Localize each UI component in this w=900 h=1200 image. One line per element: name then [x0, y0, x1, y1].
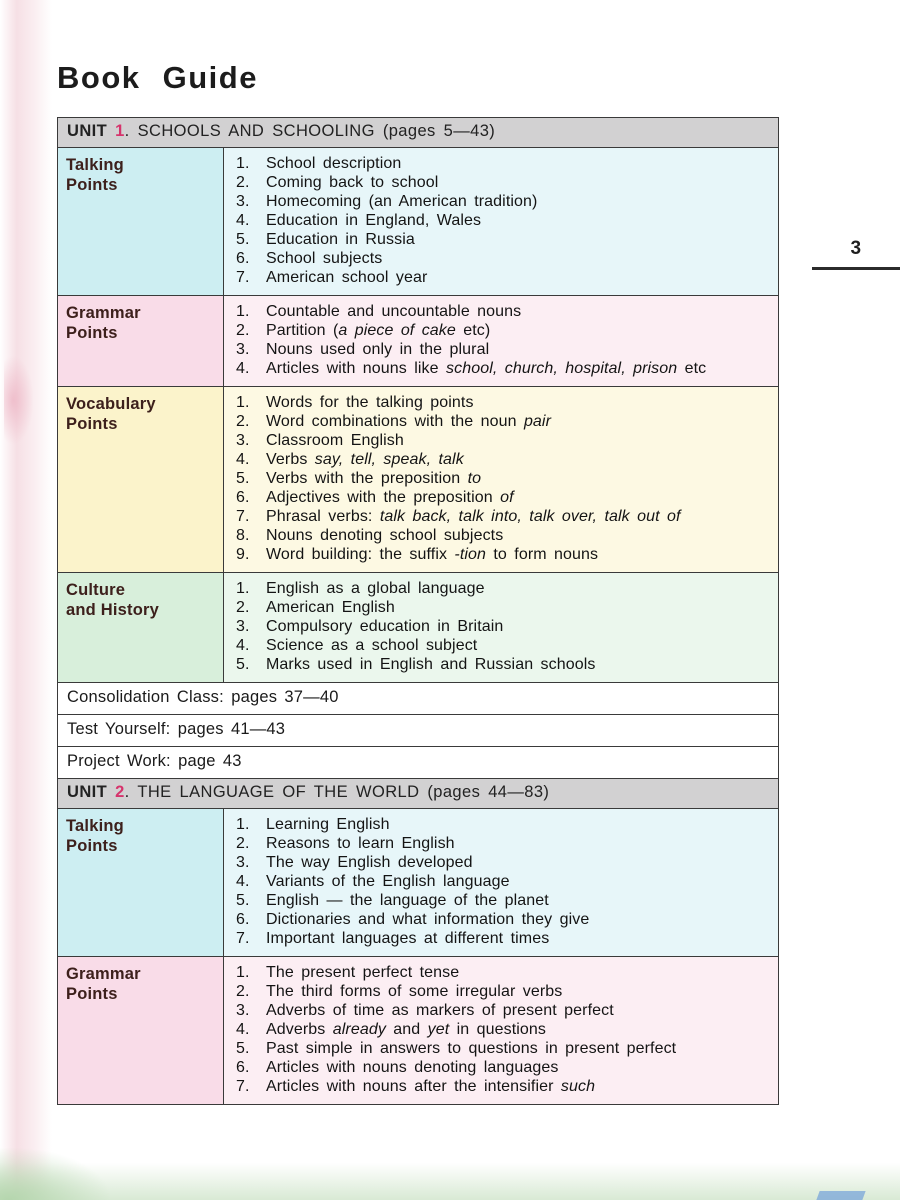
table-row [58, 295, 778, 386]
list-item-number: 4. [236, 637, 250, 654]
section-label-line: Talking [66, 817, 124, 835]
list-item-number: 5. [236, 1040, 250, 1057]
list-item-number: 3. [236, 1002, 250, 1019]
list-item: 2. Reasons to learn English [236, 835, 455, 852]
topic-list [236, 302, 768, 378]
scan-corner-green [0, 1148, 110, 1200]
page-number: 3 [850, 238, 862, 259]
section-label [58, 573, 224, 682]
section-label-line: Grammar [66, 965, 141, 983]
list-item: 6. Articles with nouns denoting languages [236, 1059, 559, 1076]
section-label-line: Points [66, 985, 118, 1003]
list-item: 2. The third forms of some irregular verbs [236, 983, 563, 1000]
section-body [224, 573, 778, 682]
list-item: 7. Important languages at different times [236, 930, 550, 947]
list-item: 5. Verbs with the preposition to [236, 470, 482, 487]
unit-label: UNIT [67, 783, 116, 801]
list-item: 3. Compulsory education in Britain [236, 618, 504, 635]
list-item-number: 5. [236, 231, 250, 248]
list-item: 8. Nouns denoting school subjects [236, 527, 504, 544]
list-item: 4. Science as a school subject [236, 637, 478, 654]
topic-list [236, 579, 768, 674]
list-item-number: 2. [236, 983, 250, 1000]
topic-list [236, 154, 768, 287]
list-item-number: 6. [236, 1059, 250, 1076]
page-number-rule [812, 267, 900, 270]
list-item-number: 7. [236, 930, 250, 947]
note-row: Test Yourself: pages 41—43 [58, 714, 778, 746]
list-item-number: 7. [236, 508, 250, 525]
section-body [224, 809, 778, 956]
section-label [58, 296, 224, 386]
list-item-number: 1. [236, 964, 250, 981]
list-item: 5. Marks used in English and Russian schools [236, 656, 596, 673]
scan-edge-bottom [0, 1156, 900, 1200]
list-item-number: 8. [236, 527, 250, 544]
scan-corner-blue [816, 1191, 865, 1200]
list-item-number: 6. [236, 250, 250, 267]
list-item: 6. Adjectives with the preposition of [236, 489, 514, 506]
list-item-number: 1. [236, 303, 250, 320]
table-row [58, 386, 778, 572]
list-item: 7. Phrasal verbs: talk back, talk into, talk over, talk out of [236, 508, 681, 525]
section-label-line: Talking [66, 156, 124, 174]
list-item-number: 9. [236, 546, 250, 563]
section-body [224, 387, 778, 572]
unit-header-row [58, 778, 778, 808]
list-item-number: 4. [236, 360, 250, 377]
list-item-number: 2. [236, 322, 250, 339]
page-number-block [812, 238, 900, 270]
list-item-number: 4. [236, 873, 250, 890]
section-label [58, 387, 224, 572]
section-label-line: Points [66, 837, 118, 855]
list-item-number: 5. [236, 892, 250, 909]
list-item-number: 3. [236, 341, 250, 358]
list-item-number: 6. [236, 489, 250, 506]
list-item: 7. American school year [236, 269, 428, 286]
list-item-number: 5. [236, 470, 250, 487]
section-body [224, 296, 778, 386]
list-item-number: 7. [236, 1078, 250, 1095]
page-title: Book Guide [57, 60, 258, 95]
list-item-number: 3. [236, 193, 250, 210]
list-item-number: 7. [236, 269, 250, 286]
list-item: 4. Adverbs already and yet in questions [236, 1021, 547, 1038]
list-item-number: 1. [236, 816, 250, 833]
list-item: 3. Classroom English [236, 432, 404, 449]
list-item: 3. Nouns used only in the plural [236, 341, 490, 358]
topic-list [236, 815, 768, 948]
list-item-number: 2. [236, 835, 250, 852]
table-row [58, 808, 778, 956]
section-label-line: Grammar [66, 304, 141, 322]
table-row [58, 147, 778, 295]
section-label-line: and History [66, 601, 159, 619]
list-item: 6. Dictionaries and what information they give [236, 911, 590, 928]
section-label-line: Culture [66, 581, 126, 599]
section-label-line: Points [66, 176, 118, 194]
scan-smudge [4, 355, 34, 445]
list-item: 1. Learning English [236, 816, 390, 833]
unit-title: . THE LANGUAGE OF THE WORLD (pages 44—83) [124, 783, 550, 801]
list-item: 6. School subjects [236, 250, 383, 267]
list-item: 9. Word building: the suffix -tion to form nouns [236, 546, 599, 563]
list-item-number: 4. [236, 451, 250, 468]
list-item-number: 1. [236, 580, 250, 597]
note-row: Consolidation Class: pages 37—40 [58, 682, 778, 714]
list-item: 4. Variants of the English language [236, 873, 510, 890]
list-item-number: 3. [236, 432, 250, 449]
list-item: 2. American English [236, 599, 395, 616]
list-item-number: 4. [236, 1021, 250, 1038]
section-body [224, 148, 778, 295]
list-item-number: 1. [236, 394, 250, 411]
section-label [58, 148, 224, 295]
section-label-line: Points [66, 324, 118, 342]
list-item: 7. Articles with nouns after the intensifier such [236, 1078, 596, 1095]
list-item-number: 1. [236, 155, 250, 172]
list-item-number: 2. [236, 599, 250, 616]
list-item-number: 2. [236, 174, 250, 191]
list-item: 5. English — the language of the planet [236, 892, 549, 909]
scan-edge-left [0, 0, 52, 1200]
section-label-line: Vocabulary [66, 395, 156, 413]
table-row [58, 572, 778, 682]
list-item-number: 3. [236, 854, 250, 871]
list-item-number: 5. [236, 656, 250, 673]
unit-header-row [58, 118, 778, 147]
list-item: 2. Word combinations with the noun pair [236, 413, 552, 430]
list-item: 4. Education in England, Wales [236, 212, 482, 229]
list-item: 4. Verbs say, tell, speak, talk [236, 451, 464, 468]
unit-number: 1 [115, 122, 125, 140]
list-item-number: 3. [236, 618, 250, 635]
section-body [224, 957, 778, 1104]
list-item: 2. Coming back to school [236, 174, 439, 191]
list-item: 1. The present perfect tense [236, 964, 460, 981]
list-item: 2. Partition (a piece of cake etc) [236, 322, 491, 339]
table-row [58, 956, 778, 1104]
list-item: 1. Words for the talking points [236, 394, 474, 411]
list-item: 5. Education in Russia [236, 231, 415, 248]
list-item: 3. The way English developed [236, 854, 473, 871]
list-item-number: 6. [236, 911, 250, 928]
list-item: 1. School description [236, 155, 402, 172]
list-item: 4. Articles with nouns like school, church, hospital, prison etc [236, 360, 707, 377]
list-item: 1. Countable and uncountable nouns [236, 303, 522, 320]
list-item: 3. Adverbs of time as markers of present perfect [236, 1002, 614, 1019]
note-row: Project Work: page 43 [58, 746, 778, 778]
list-item: 5. Past simple in answers to questions in present perfect [236, 1040, 677, 1057]
topic-list [236, 393, 768, 564]
topic-list [236, 963, 768, 1096]
section-label [58, 957, 224, 1104]
section-label [58, 809, 224, 956]
book-guide-table [57, 117, 779, 1105]
list-item-number: 4. [236, 212, 250, 229]
list-item: 1. English as a global language [236, 580, 485, 597]
unit-label: UNIT [67, 122, 116, 140]
unit-number: 2 [115, 783, 125, 801]
section-label-line: Points [66, 415, 118, 433]
list-item: 3. Homecoming (an American tradition) [236, 193, 538, 210]
list-item-number: 2. [236, 413, 250, 430]
unit-title: . SCHOOLS AND SCHOOLING (pages 5—43) [124, 122, 496, 140]
